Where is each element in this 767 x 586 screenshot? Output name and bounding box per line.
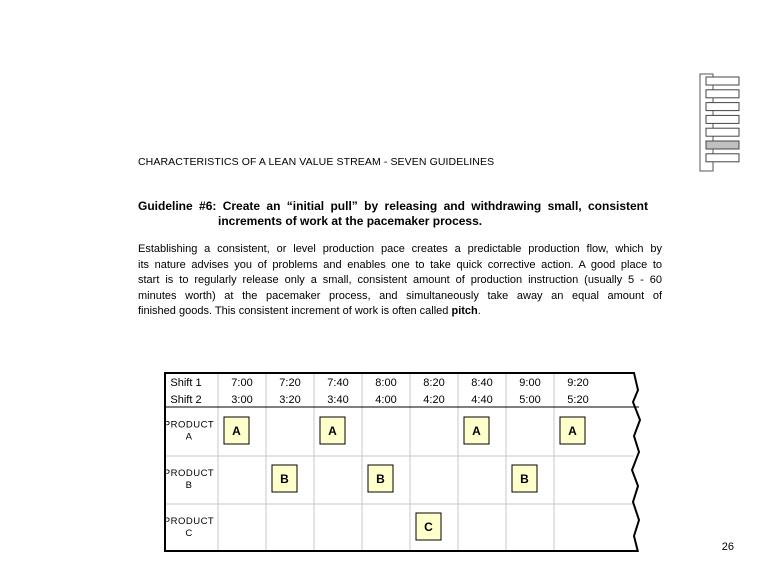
shift-2-time: 5:20 — [567, 394, 589, 406]
product-label-letter: C — [185, 528, 193, 539]
paragraph-line — [138, 304, 662, 320]
paragraph-text: finished goods. This consistent increment of work is often called — [138, 305, 452, 317]
shift-1-time: 8:20 — [423, 377, 445, 389]
page-number: 26 — [721, 541, 734, 553]
kanban-box-a — [464, 417, 489, 444]
kanban-box-a — [224, 417, 249, 444]
guideline-statement — [138, 199, 648, 229]
product-label: PRODUCT — [164, 419, 215, 431]
kanban-box-c — [416, 513, 441, 540]
kanban-box-label: C — [424, 520, 433, 534]
shift-2-time: 4:20 — [423, 394, 445, 406]
paragraph-line: Establishing a consistent, or level production pace creates a predictable production flow, which by — [138, 243, 662, 255]
kanban-box-a — [320, 417, 345, 444]
shift-2-label: Shift 2 — [170, 394, 202, 406]
product-label: PRODUCT — [164, 468, 215, 479]
shift-2-time: 4:40 — [471, 394, 493, 406]
kanban-box-label: A — [232, 424, 241, 438]
kanban-box-a — [560, 417, 585, 444]
guideline-line-2: increments of work at the pacemaker process. — [218, 214, 483, 228]
product-label-letter: A — [185, 431, 193, 443]
shift-2-time: 5:00 — [519, 394, 541, 406]
progress-step — [706, 154, 739, 162]
paragraph-end: . — [477, 305, 481, 317]
guideline-progress-indicator — [697, 71, 742, 175]
shift-2-time: 4:00 — [375, 394, 397, 406]
kanban-box-label: A — [472, 424, 481, 438]
shift-2-time: 3:00 — [231, 394, 253, 406]
guideline-line-1: Guideline #6: Create an “initial pull” by releasing and withdrawing small, consistent — [138, 199, 648, 213]
kanban-box-b — [272, 465, 297, 492]
progress-step — [706, 77, 739, 85]
shift-1-time: 9:00 — [519, 377, 541, 389]
kanban-box-label: B — [520, 472, 529, 486]
shift-1-time: 8:40 — [471, 377, 493, 389]
shift-1-label: Shift 1 — [170, 377, 202, 389]
shift-2-time: 3:40 — [327, 394, 349, 406]
kanban-box-label: A — [568, 424, 577, 438]
progress-step — [706, 128, 739, 136]
shift-1-time: 9:20 — [567, 377, 589, 389]
paragraph-line: start is to regularly release only a small, consistent amount of production instruction (usually 5 - 60 — [138, 274, 662, 286]
kanban-box-label: B — [280, 472, 289, 486]
pitch-term: pitch — [451, 305, 478, 317]
product-label-letter: B — [185, 480, 193, 491]
progress-step — [706, 115, 739, 123]
kanban-box-label: B — [376, 472, 385, 486]
progress-step — [706, 103, 739, 111]
shift-2-time: 3:20 — [279, 394, 301, 406]
paragraph-line: its nature advises you of problems and enables one to take quick corrective action. A good place to — [138, 258, 662, 271]
paragraph-line: minutes worth) at the pacemaker process, and simultaneously take away an equal amount of — [138, 289, 662, 302]
progress-step — [706, 90, 739, 98]
shift-1-time: 8:00 — [375, 377, 397, 389]
kanban-box-label: A — [328, 424, 337, 438]
shift-1-time: 7:20 — [279, 377, 301, 389]
page-heading: CHARACTERISTICS OF A LEAN VALUE STREAM - SEVEN GUIDELINES — [138, 156, 495, 168]
shift-1-time: 7:40 — [327, 377, 349, 389]
body-paragraph — [138, 242, 662, 320]
kanban-box-b — [368, 465, 393, 492]
kanban-box-b — [512, 465, 537, 492]
shift-1-time: 7:00 — [231, 377, 253, 389]
product-label: PRODUCT — [164, 516, 215, 527]
progress-step-current — [706, 141, 739, 149]
pitch-schedule-table — [164, 372, 674, 552]
